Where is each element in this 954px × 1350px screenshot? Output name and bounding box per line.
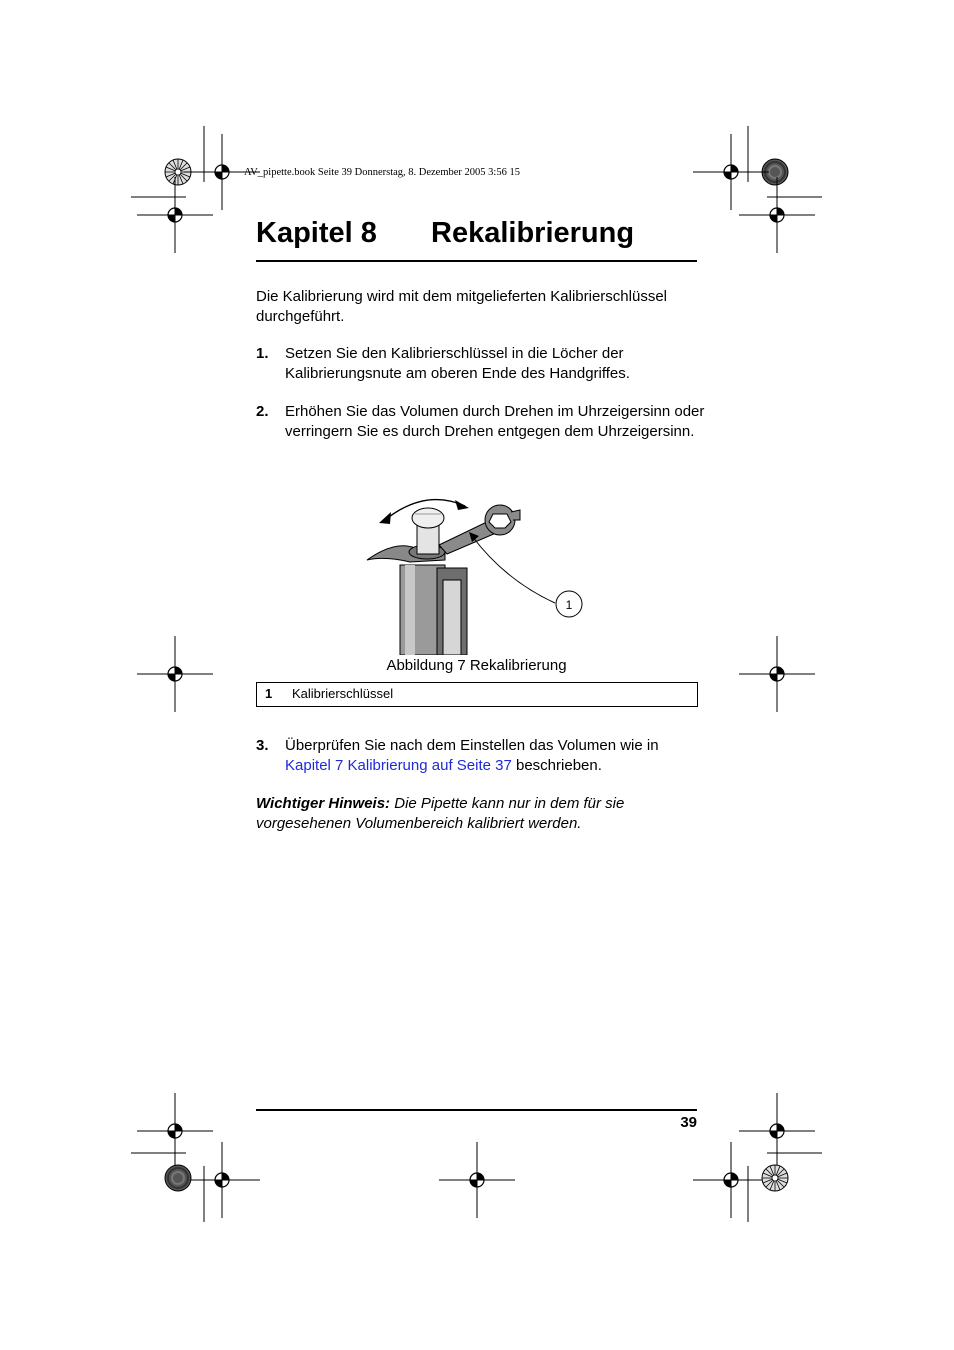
- legend-value: Kalibrierschlüssel: [292, 686, 394, 701]
- step-text: Erhöhen Sie das Volumen durch Drehen im Uhrzeigersinn oder verringern Sie es durch Drehen entgegen dem Uhrzeigersinn.: [285, 403, 705, 440]
- crosshair-icon: [137, 177, 213, 253]
- registration-star-icon: [762, 1165, 788, 1191]
- important-note: [256, 794, 706, 834]
- step-3: [256, 736, 706, 776]
- crosshair-icon: [693, 1142, 769, 1218]
- legend-table: [256, 682, 698, 707]
- chapter-title: Rekalibrierung: [431, 217, 635, 249]
- callout-number: 1: [565, 598, 573, 612]
- crosshair-icon: [137, 636, 213, 712]
- step-text-before: Überprüfen Sie nach dem Einstellen das Volumen wie in: [285, 737, 659, 754]
- figure-caption: Abbildung 7 Rekalibrierung: [386, 657, 567, 674]
- step-text: Setzen Sie den Kalibrierschlüssel in die Löcher der Kalibrierungsnute am oberen Ende des Handgriffes.: [285, 345, 630, 382]
- registration-star-icon: [165, 1165, 191, 1191]
- page-number: 39: [680, 1114, 697, 1131]
- note-text: Die Pipette kann nur in dem für sie vorgesehenen Volumenbereich kalibriert werden.: [256, 795, 625, 832]
- legend-key: 1: [265, 686, 273, 701]
- crosshair-icon: [439, 1142, 515, 1218]
- step-number: 3.: [256, 737, 269, 754]
- crosshair-icon: [693, 134, 769, 210]
- step-text: [285, 736, 705, 776]
- crosshair-icon: [137, 1093, 213, 1169]
- footer-rule: [256, 1109, 697, 1111]
- crosshair-icon: [739, 636, 815, 712]
- crosshair-icon: [739, 1093, 815, 1169]
- print-header: AV_pipette.book Seite 39 Donnerstag, 8. Dezember 2005 3:56 15: [244, 167, 520, 178]
- step-1: [256, 344, 706, 384]
- crosshair-icon: [739, 177, 815, 253]
- step-number: 2.: [256, 403, 269, 420]
- step-2: [256, 402, 706, 462]
- intro-paragraph: Die Kalibrierung wird mit dem mitgelieferten Kalibrierschlüssel durchgeführt.: [256, 288, 667, 325]
- figure-recalibration: [355, 490, 595, 655]
- crosshair-icon: [184, 1142, 260, 1218]
- chapter-7-link[interactable]: Kapitel 7 Kalibrierung auf Seite 37: [285, 757, 512, 774]
- step-text-after: beschrieben.: [516, 757, 602, 774]
- step-number: 1.: [256, 345, 269, 362]
- note-label: Wichtiger Hinweis:: [256, 795, 391, 812]
- chapter-number: Kapitel 8: [256, 217, 377, 249]
- chapter-heading: [256, 214, 697, 262]
